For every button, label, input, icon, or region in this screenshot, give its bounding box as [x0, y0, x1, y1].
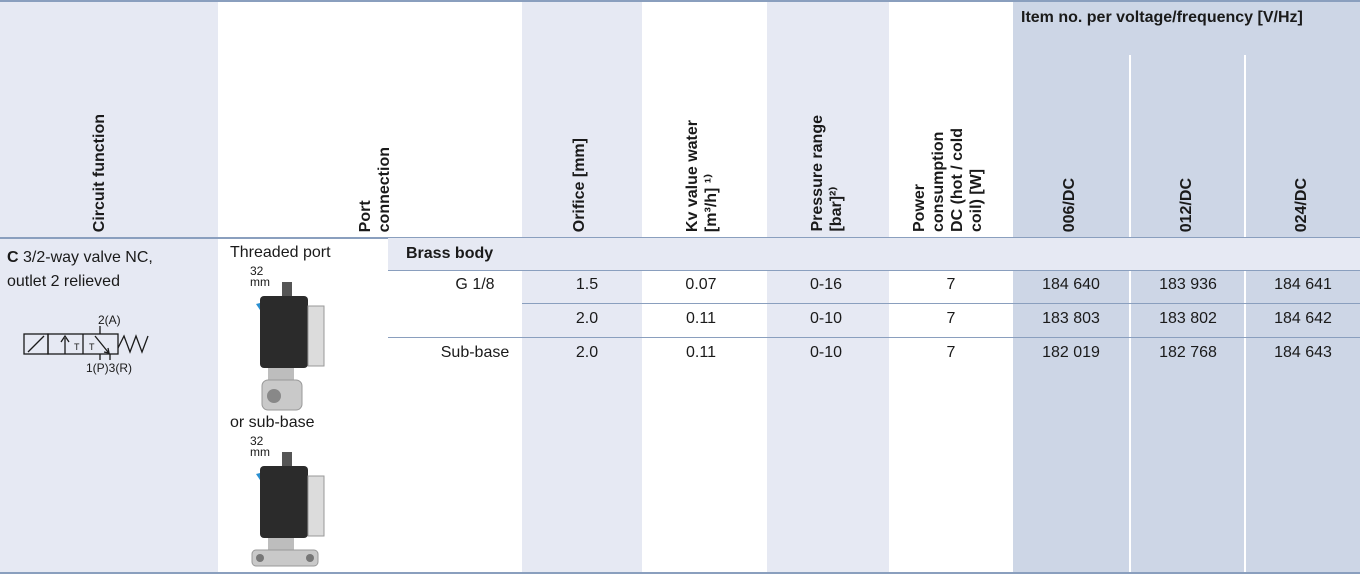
symbol-label-pr: 1(P)3(R): [86, 361, 133, 375]
cell-port: Sub-base: [440, 344, 510, 361]
cell-orifice: 1.5: [575, 276, 599, 293]
cell-pressure: 0-10: [809, 310, 843, 327]
port-subbase-label: or sub-base: [230, 414, 315, 431]
table-header: [0, 0, 1360, 232]
cell-item-012: 183 936: [1159, 276, 1217, 293]
circuit-letter: C: [7, 249, 19, 266]
cell-item-012: 182 768: [1159, 344, 1217, 361]
cell-item-024: 184 641: [1274, 276, 1332, 293]
cell-orifice: 2.0: [575, 310, 599, 327]
row-rule: [388, 337, 1360, 338]
table-row: [0, 310, 1360, 334]
cell-kv: 0.11: [686, 344, 716, 361]
cell-kv: 0.07: [685, 276, 717, 293]
cell-item-024: 184 642: [1274, 310, 1332, 327]
cell-kv: 0.11: [686, 310, 716, 327]
cell-pressure: 0-10: [809, 344, 843, 361]
cell-item-024: 184 643: [1274, 344, 1332, 361]
header-port-connection: Port connection: [357, 146, 393, 232]
table-row: [0, 344, 1360, 368]
symbol-t-left: T: [74, 342, 80, 352]
section-brass-body: Brass body: [406, 245, 494, 262]
cell-port: G 1/8: [455, 276, 495, 293]
cell-orifice: 2.0: [575, 344, 599, 361]
port-threaded-label: Threaded port: [230, 244, 331, 261]
dimension-label: 32 mm: [250, 434, 270, 459]
header-pressure-range: Pressure range [bar]²⁾: [809, 115, 845, 232]
cell-power: 7: [946, 344, 956, 361]
symbol-t-right: T: [89, 342, 95, 352]
header-circuit-function: Circuit function: [91, 113, 108, 232]
row-rule: [522, 303, 1360, 304]
section-rule: [388, 270, 1360, 271]
header-power-consumption: Power consumption DC (hot / cold coil) [W]: [911, 128, 985, 232]
cell-item-006: 182 019: [1042, 344, 1100, 361]
circuit-desc-line1: 3/2-way valve NC,: [23, 249, 153, 266]
header-voltage-024: 024/DC: [1293, 177, 1310, 232]
header-item-no: Item no. per voltage/frequency [V/Hz]: [1021, 9, 1303, 26]
circuit-desc-line2: outlet 2 relieved: [7, 273, 120, 290]
cell-item-006: 184 640: [1042, 276, 1100, 293]
cell-power: 7: [946, 310, 956, 327]
cell-item-006: 183 803: [1042, 310, 1100, 327]
symbol-label-a: 2(A): [98, 313, 121, 327]
solenoid-valve-icon: [238, 450, 368, 572]
section-band: [388, 238, 1360, 270]
header-orifice: Orifice [mm]: [571, 137, 588, 232]
dimension-label: 32 mm: [250, 264, 270, 289]
header-kv-value: Kv value water [m³/h] ¹⁾: [684, 119, 720, 232]
table-row: [0, 276, 1360, 300]
header-voltage-006: 006/DC: [1061, 177, 1078, 232]
cell-pressure: 0-16: [809, 276, 843, 293]
cell-item-012: 183 802: [1159, 310, 1217, 327]
cell-power: 7: [946, 276, 956, 293]
valve-image-subbase: [238, 436, 368, 572]
header-voltage-012: 012/DC: [1178, 177, 1195, 232]
